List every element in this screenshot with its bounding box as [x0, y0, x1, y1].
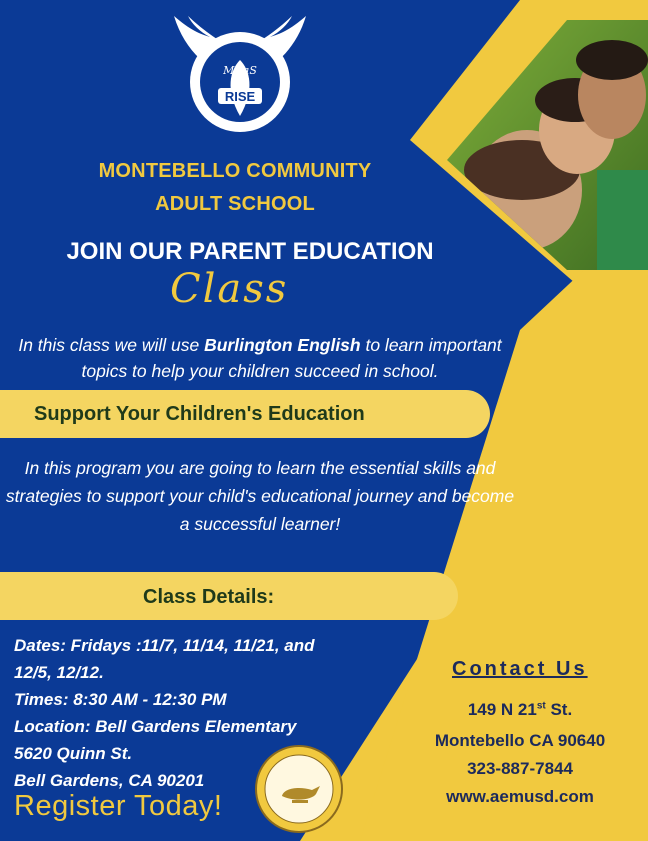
intro-after: to learn important topics to help your children succeed in school.	[81, 335, 502, 381]
school-name-line2: ADULT SCHOOL	[155, 193, 315, 215]
details-dates-2: 12/5, 12/12.	[14, 663, 104, 682]
contact-title: Contact Us	[452, 658, 588, 680]
details-dates-1: Dates: Fridays :11/7, 11/14, 11/21, and	[14, 636, 315, 655]
support-banner-label: Support Your Children's Education	[34, 403, 365, 425]
details-banner-label: Class Details:	[143, 586, 275, 608]
contact-street-end: St.	[545, 700, 573, 719]
intro-before: In this class we will use	[18, 335, 205, 355]
contact-street	[410, 700, 630, 720]
intro-bold: Burlington English	[204, 335, 361, 355]
district-seal	[254, 744, 344, 834]
details-location-1: Location: Bell Gardens Elementary	[14, 717, 297, 736]
contact-street-num: 149 N 21	[467, 700, 537, 719]
contact-phone[interactable]: 323-887-7844	[467, 759, 573, 778]
details-banner	[0, 572, 458, 620]
headline: JOIN OUR PARENT EDUCATION	[66, 238, 434, 265]
rise-logo	[170, 12, 310, 144]
support-banner	[0, 390, 490, 438]
details-location-2: 5620 Quinn St.	[14, 744, 133, 763]
details-location-3: Bell Gardens, CA 90201	[14, 771, 205, 790]
logo-initials-text: MCaS	[223, 64, 257, 77]
contact-city: Montebello CA 90640	[434, 731, 606, 750]
contact-street-sup: st	[536, 700, 546, 712]
logo-rise-text: RISE	[224, 89, 256, 104]
headline-script: Class	[170, 266, 289, 312]
register-link[interactable]: Register Today!	[14, 790, 223, 822]
family-photo	[447, 20, 648, 270]
program-text: In this program you are going to learn the essential skills and strategies to support your child's educational journey and become a successful learner!	[5, 458, 515, 534]
contact-website[interactable]: www.aemusd.com	[446, 787, 594, 806]
details-times: Times: 8:30 AM - 12:30 PM	[14, 690, 227, 709]
intro-text	[0, 332, 520, 384]
school-name-line1: MONTEBELLO COMMUNITY	[98, 160, 372, 182]
